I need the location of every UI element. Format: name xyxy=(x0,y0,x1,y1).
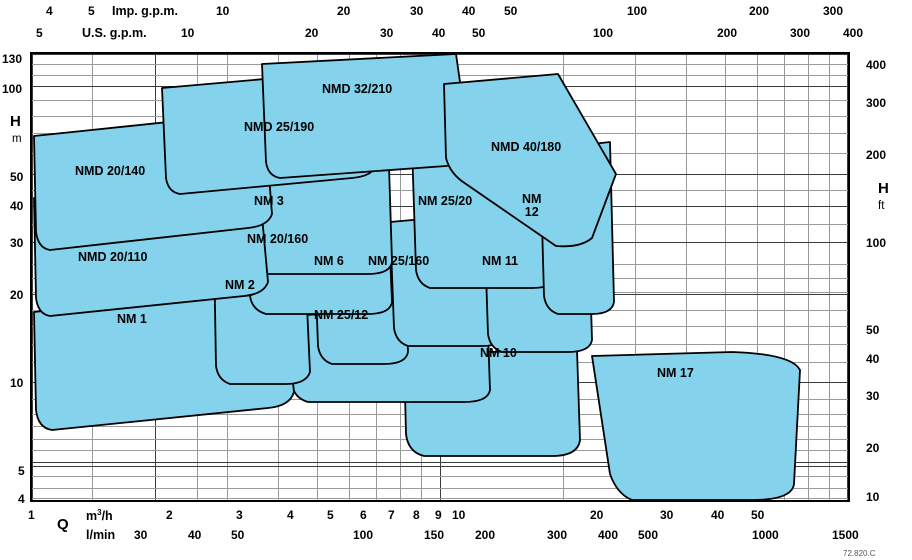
curve-label-nmd-40-180: NMD 40/180 xyxy=(491,140,562,154)
tick-us-400: 400 xyxy=(843,26,864,40)
tick-imp-50: 50 xyxy=(504,4,518,18)
curve-label-nmd-20-110: NMD 20/110 xyxy=(78,250,148,264)
curve-label-nm-6: NM 6 xyxy=(314,254,344,268)
tick-m-4: 4 xyxy=(18,492,25,506)
tick-ft-300: 300 xyxy=(866,96,887,110)
y-axis-unit-left: m xyxy=(12,133,22,145)
y-axis-title-left: H xyxy=(10,113,21,130)
axis-caption-us-gpm: U.S. g.p.m. xyxy=(82,26,147,40)
tick-ft-50: 50 xyxy=(866,323,880,337)
tick-ft-10: 10 xyxy=(866,490,880,504)
curve-label-nm-25-20: NM 25/20 xyxy=(418,194,473,208)
tick-m-100: 100 xyxy=(2,82,23,96)
tick-q-3: 3 xyxy=(236,508,243,522)
curve-label-nm-12: NM 12 xyxy=(522,192,542,219)
tick-us-10: 10 xyxy=(181,26,195,40)
tick-m-50: 50 xyxy=(10,170,24,184)
tick-lmin-400: 400 xyxy=(598,528,619,542)
tick-m-130: 130 xyxy=(2,52,23,66)
tick-imp-5: 5 xyxy=(88,4,95,18)
tick-ft-200: 200 xyxy=(866,148,887,162)
tick-m-5: 5 xyxy=(18,464,25,478)
curve-label-nm-20-160: NM 20/160 xyxy=(247,232,309,246)
tick-imp-40: 40 xyxy=(462,4,476,18)
envelope-nmd-32-210 xyxy=(262,54,470,178)
tick-us-30: 30 xyxy=(380,26,394,40)
tick-lmin-200: 200 xyxy=(475,528,496,542)
x-axis-unit-m3h: $m^3/h$ xyxy=(86,508,113,524)
tick-lmin-500: 500 xyxy=(638,528,659,542)
tick-lmin-40: 40 xyxy=(188,528,202,542)
tick-lmin-50: 50 xyxy=(231,528,245,542)
axis-caption-imp-gpm: Imp. g.p.m. xyxy=(112,4,178,18)
curve-label-nm-1: NM 1 xyxy=(117,312,147,326)
curve-label-nmd-25-190: NMD 25/190 xyxy=(244,120,315,134)
tick-imp-100: 100 xyxy=(627,4,648,18)
curve-label-nmd-32-210: NMD 32/210 xyxy=(322,82,393,96)
tick-q-40: 40 xyxy=(711,508,725,522)
x-axis-unit-lmin: l/min xyxy=(86,528,116,542)
tick-imp-200: 200 xyxy=(749,4,770,18)
curve-label-nm-10: NM 10 xyxy=(480,346,517,360)
y-axis-unit-right: ft xyxy=(878,200,885,212)
curve-label-nm-25-160: NM 25/160 xyxy=(368,254,430,268)
tick-q-8: 8 xyxy=(413,508,420,522)
tick-us-5: 5 xyxy=(36,26,43,40)
tick-us-100: 100 xyxy=(593,26,614,40)
tick-ft-400: 400 xyxy=(866,58,887,72)
tick-ft-20: 20 xyxy=(866,441,880,455)
tick-m-40: 40 xyxy=(10,199,24,213)
curve-label-nm-3: NM 3 xyxy=(254,194,284,208)
tick-us-50: 50 xyxy=(472,26,486,40)
tick-imp-10: 10 xyxy=(216,4,230,18)
tick-q-5: 5 xyxy=(327,508,334,522)
curve-label-nm-17: NM 17 xyxy=(657,366,694,380)
tick-m-30: 30 xyxy=(10,236,24,250)
tick-m-10: 10 xyxy=(10,376,24,390)
x-axis-title: Q xyxy=(57,516,69,533)
tick-q-20: 20 xyxy=(590,508,604,522)
tick-q-4: 4 xyxy=(287,508,294,522)
tick-ft-100: 100 xyxy=(866,236,887,250)
tick-us-20: 20 xyxy=(305,26,319,40)
tick-us-200: 200 xyxy=(717,26,738,40)
tick-lmin-150: 150 xyxy=(424,528,445,542)
plot-area xyxy=(30,52,850,502)
tick-q-1: 1 xyxy=(28,508,35,522)
envelope-nm-17 xyxy=(592,352,800,500)
tick-lmin-30: 30 xyxy=(134,528,148,542)
tick-lmin-1500: 1500 xyxy=(832,528,859,542)
tick-imp-300: 300 xyxy=(823,4,844,18)
curve-label-nm-25-12: NM 25/12 xyxy=(314,308,369,322)
tick-imp-4: 4 xyxy=(46,4,53,18)
tick-q-6: 6 xyxy=(360,508,367,522)
pump-envelope-curves xyxy=(32,54,848,500)
tick-us-300: 300 xyxy=(790,26,811,40)
tick-us-40: 40 xyxy=(432,26,446,40)
tick-q-2: 2 xyxy=(166,508,173,522)
curve-label-nm-11: NM 11 xyxy=(482,254,519,268)
tick-q-30: 30 xyxy=(660,508,674,522)
tick-q-50: 50 xyxy=(751,508,765,522)
tick-m-20: 20 xyxy=(10,288,24,302)
drawing-code: 72.820.C xyxy=(843,549,876,558)
tick-q-9: 9 xyxy=(435,508,442,522)
tick-lmin-100: 100 xyxy=(353,528,374,542)
curve-label-nmd-20-140: NMD 20/140 xyxy=(75,164,146,178)
tick-q-7: 7 xyxy=(388,508,395,522)
tick-ft-30: 30 xyxy=(866,389,880,403)
y-axis-title-right: H xyxy=(878,180,889,197)
tick-lmin-300: 300 xyxy=(547,528,568,542)
curve-label-nm-2: NM 2 xyxy=(225,278,255,292)
tick-q-10: 10 xyxy=(452,508,466,522)
tick-imp-20: 20 xyxy=(337,4,351,18)
tick-imp-30: 30 xyxy=(410,4,424,18)
tick-lmin-1000: 1000 xyxy=(752,528,779,542)
tick-ft-40: 40 xyxy=(866,352,880,366)
